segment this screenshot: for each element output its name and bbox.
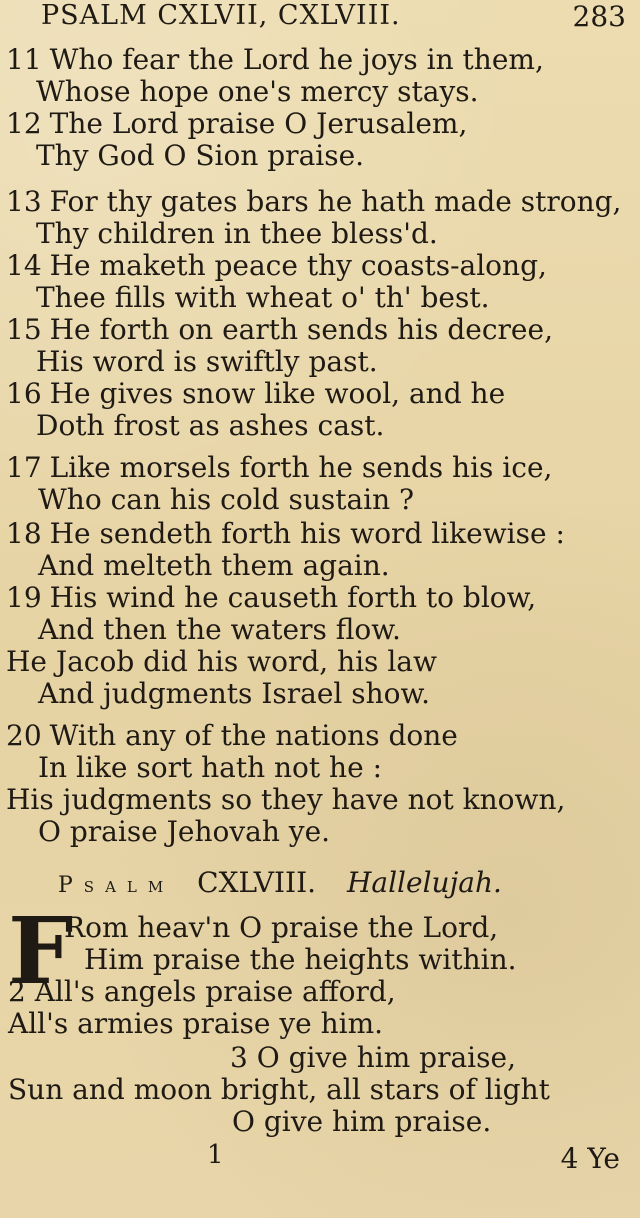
verse-line	[6, 784, 565, 816]
verse-number: 19	[6, 581, 42, 614]
verse-line	[6, 646, 437, 678]
verse-line	[8, 1074, 550, 1106]
signature-mark: 1	[207, 1140, 224, 1170]
verse-line	[6, 108, 467, 140]
verse-line	[6, 250, 547, 282]
verse-line	[230, 1042, 516, 1074]
verse-number: 20	[6, 719, 42, 752]
verse-line	[38, 614, 401, 646]
page-number: 283	[572, 0, 626, 33]
verse-number: 13	[6, 185, 42, 218]
verse-line	[36, 346, 378, 378]
verse-text: All's armies praise ye him.	[8, 1007, 384, 1040]
verse-text: Him praise the heights within.	[84, 943, 517, 976]
verse-line	[36, 218, 438, 250]
page-header	[0, 0, 640, 33]
section-psalm-word: Psalm	[58, 873, 175, 898]
verse-text: Who fear the Lord he joys in them,	[49, 43, 544, 76]
verse-text: He maketh peace thy coasts-along,	[49, 249, 547, 282]
verse-text: Whose hope one's mercy stays.	[36, 75, 479, 108]
running-title: PSALM CXLVII, CXLVIII.	[41, 0, 401, 31]
verse-line	[84, 944, 517, 976]
verse-text: Thy children in thee bless'd.	[36, 217, 438, 250]
verse-line	[6, 518, 565, 550]
verse-text: 2 All's angels praise afford,	[8, 975, 396, 1008]
verse-text: He Jacob did his word, his law	[6, 645, 437, 678]
verse-text: O praise Jehovah ye.	[38, 815, 331, 848]
verse-text: O give him praise.	[232, 1105, 492, 1138]
verse-text: 3 O give him praise,	[230, 1041, 516, 1074]
verse-number: 16	[6, 377, 42, 410]
section-heading	[58, 866, 502, 899]
verse-line	[6, 314, 553, 346]
verse-text: Thy God O Sion praise.	[36, 139, 365, 172]
verse-text: And then the waters flow.	[38, 613, 401, 646]
verse-text: His wind he causeth forth to blow,	[49, 581, 537, 614]
verse-line	[36, 282, 489, 314]
verse-number: 18	[6, 517, 42, 550]
section-psalm-number: CXLVIII.	[197, 866, 317, 899]
verse-line	[6, 378, 505, 410]
verse-line	[38, 484, 414, 516]
verse-line	[8, 1008, 383, 1040]
verse-line	[38, 550, 390, 582]
verse-text: Who can his cold sustain ?	[38, 483, 415, 516]
verse-line	[6, 186, 621, 218]
verse-line	[232, 1106, 491, 1138]
verse-line	[6, 44, 544, 76]
verse-line	[36, 410, 384, 442]
verse-text: Like morsels forth he sends his ice,	[49, 451, 553, 484]
verse-text: The Lord praise O Jerusalem,	[49, 107, 468, 140]
verse-text: With any of the nations done	[49, 719, 458, 752]
verse-text: In like sort hath not he :	[38, 751, 382, 784]
verse-text: He forth on earth sends his decree,	[49, 313, 553, 346]
verse-text: Sun and moon bright, all stars of light	[8, 1073, 550, 1106]
verse-text: He gives snow like wool, and he	[49, 377, 506, 410]
verse-line	[38, 816, 330, 848]
verse-line	[38, 678, 430, 710]
verse-line	[8, 976, 396, 1008]
verse-text: For thy gates bars he hath made strong,	[49, 185, 622, 218]
verse-text: Rom heav'n O praise the Lord,	[64, 911, 499, 944]
verse-line	[6, 720, 458, 752]
verse-line	[6, 452, 552, 484]
drop-cap: F	[8, 897, 74, 1005]
verse-text: Thee fills with wheat o' th' best.	[36, 281, 490, 314]
verse-number: 12	[6, 107, 42, 140]
verse-line	[6, 582, 536, 614]
verse-text: Doth frost as ashes cast.	[36, 409, 385, 442]
verse-text: And melteth them again.	[38, 549, 390, 582]
verse-number: 15	[6, 313, 42, 346]
verse-text: His word is swiftly past.	[36, 345, 378, 378]
verse-line	[36, 140, 364, 172]
verse-number: 14	[6, 249, 42, 282]
verse-line	[36, 76, 479, 108]
verse-line	[38, 752, 382, 784]
verse-line	[64, 912, 498, 944]
section-subtitle: Hallelujah.	[346, 866, 502, 899]
verse-text: His judgments so they have not known,	[6, 783, 566, 816]
verse-number: 11	[6, 43, 42, 76]
verse-text: And judgments Israel show.	[38, 677, 431, 710]
catchword: 4 Ye	[560, 1142, 620, 1175]
verse-number: 17	[6, 451, 42, 484]
verse-text: He sendeth forth his word likewise :	[49, 517, 565, 550]
